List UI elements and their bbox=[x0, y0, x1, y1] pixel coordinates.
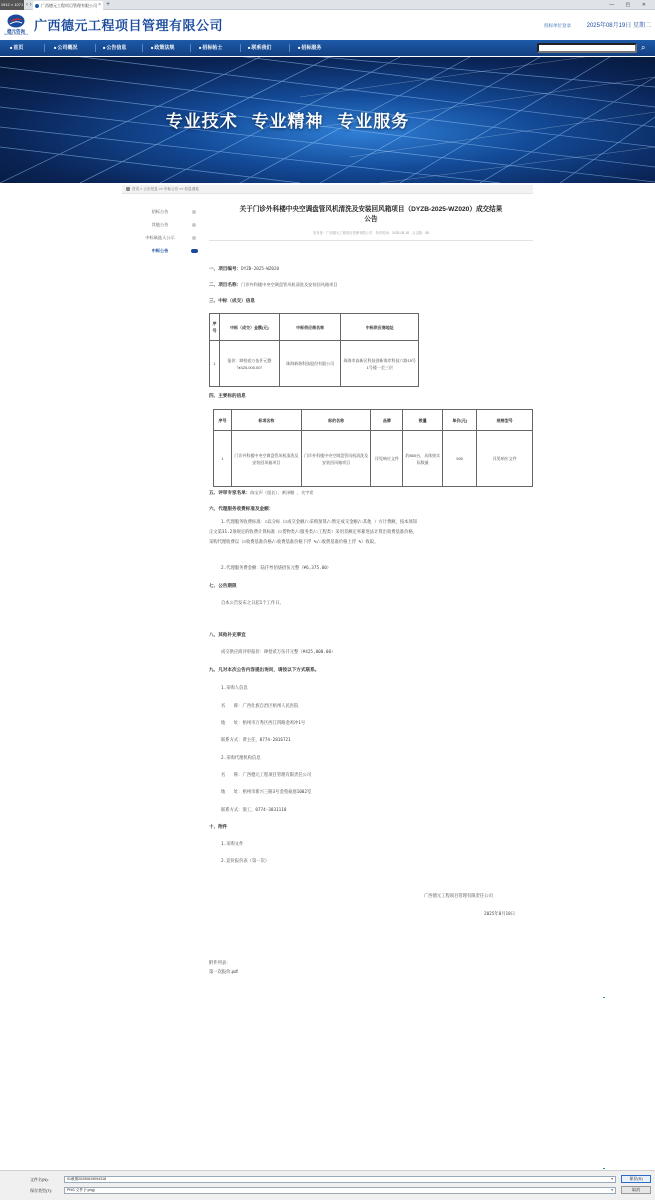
logo-text-cn: 德元咨询 bbox=[7, 29, 25, 34]
nav-divider bbox=[240, 44, 241, 52]
nav-item-notices[interactable]: ■公告信息 bbox=[103, 45, 127, 51]
forward-icon[interactable]: › bbox=[29, 2, 32, 8]
sidebar-item-candidates[interactable]: 中标候选人公示 bbox=[128, 231, 204, 244]
browser-tab[interactable] bbox=[33, 1, 103, 10]
resolution-badge: 1912 × 1071 bbox=[0, 0, 24, 10]
section-other-matters: 八、其他补充事宜 bbox=[209, 632, 246, 637]
purchaser-address: 地 址：梧州市万秀区西江四路金鸡冲1号 bbox=[221, 721, 306, 726]
search-input[interactable] bbox=[537, 43, 637, 53]
section-experts: 五、评审专家名单：陈宝声（组长）、黄泽继 、关宇希 bbox=[209, 490, 314, 495]
hero-banner bbox=[0, 57, 655, 183]
attachment-list-label: 附件列表： bbox=[209, 960, 231, 965]
dropdown-arrow-icon[interactable]: ▾ bbox=[611, 1177, 613, 1181]
scroll-marker-icon bbox=[603, 1168, 605, 1169]
logo-mark-icon bbox=[7, 14, 25, 28]
article bbox=[209, 205, 533, 241]
browser-titlebar bbox=[0, 0, 655, 10]
nav-divider bbox=[142, 44, 143, 52]
dropdown-arrow-icon[interactable]: ▾ bbox=[611, 1188, 613, 1192]
window-controls[interactable]: — ◰ ✕ bbox=[609, 2, 651, 8]
sidebar-item-other-notice[interactable]: 其他公告 bbox=[128, 218, 204, 231]
agency-name: 名 称：广西德元工程项目管理有限责任公司 bbox=[221, 773, 312, 778]
header-right bbox=[544, 20, 651, 29]
nav-item-policy[interactable]: ■政策法规 bbox=[151, 45, 175, 51]
fee-amount: 2.代理服务费金额：陆仟叁佰柒拾伍元整（¥6,375.00） bbox=[221, 566, 332, 571]
nav-item-home[interactable]: ■首页 bbox=[10, 45, 24, 51]
fee-standard-paragraph: 1.代理服务收费标准：☑以分标（☑成交金额/☐采购预算/☐暂定成交金额/☐其他 ）方计费额，按本须知 正文第31.2条规定的收费计算标准（☑货物类/☐服务类/☐工程类）采用差额定率累进法计算出收费基准价格， 采购代理收费以（☑收费基准价格/☐收费基准价格下浮 %/☐收费基准价格上浮 %）收取。 bbox=[209, 520, 418, 545]
contact-icon: ■ bbox=[248, 45, 251, 50]
purchaser-name: 名 称：广西壮族自治区梧州人民医院 bbox=[221, 704, 299, 709]
nav-divider bbox=[44, 44, 45, 52]
home-icon: ■ bbox=[10, 45, 13, 50]
site-header bbox=[0, 11, 655, 39]
scroll-marker-icon bbox=[603, 997, 605, 998]
tips-icon: ■ bbox=[199, 45, 202, 50]
section-project-name: 二、项目名称：门诊外科楼中央空调盘管风机清洗及安装回风箱项目 bbox=[209, 282, 338, 287]
bullet-icon bbox=[192, 210, 196, 214]
sidebar-item-bid-notice[interactable]: 招标公告 bbox=[128, 205, 204, 218]
attachment-file-link[interactable]: 第一次报价.pdf bbox=[209, 969, 238, 974]
services-icon: ■ bbox=[298, 45, 301, 50]
table-row: 1 门诊外科楼中央空调盘管风机清洗及安装回风箱项目 门诊外科楼中央空调盘管风机清洗及安装回风箱项目 详见响应文件 约850台，具体按实际数量 500 详见响应文件 bbox=[214, 431, 533, 487]
agency-info-title: 2.采购代理机构信息 bbox=[221, 756, 261, 761]
section-notice-period: 七、公告期限 bbox=[209, 583, 237, 588]
search-icon[interactable]: ⌕ bbox=[641, 43, 646, 52]
agency-address: 地 址：梧州市新兴三路3号金苑豪庭1002室 bbox=[221, 790, 312, 795]
nav-divider bbox=[190, 44, 191, 52]
section-project-number: 一、项目编号：DYZB-2025-WZ020 bbox=[209, 266, 279, 271]
bullet-icon bbox=[192, 223, 196, 227]
new-tab-button[interactable]: + bbox=[106, 1, 111, 8]
filetype-select[interactable]: PNG 文件 (*.png) ▾ bbox=[64, 1187, 616, 1194]
article-title: 关于门诊外科楼中央空调盘管风机清洗及安装回风箱项目（DYZB-2025-WZ020）成交结果 公告 bbox=[239, 206, 503, 223]
policy-icon: ■ bbox=[151, 45, 154, 50]
article-meta: 发布者：广西德元工程项目管理有限公司 发布时间：2025-08-18 点击数：88 bbox=[209, 230, 533, 241]
breadcrumb: 首页 > 公告信息 >> 中标公告 >> 信息浏览 bbox=[122, 185, 533, 194]
section-items: 四、主要标的信息 bbox=[209, 393, 246, 398]
award-table: 序号 中标（成交）金额(元) 中标供应商名称 中标供应商地址 1 报价：肆拾贰万伍仟元整（¥425,000.00） 珠海新谐科技股份有限公司 珠海市高新区科技创新海岸科技六路15号1号楼一至三层 bbox=[209, 313, 419, 387]
table-row: 1 报价：肆拾贰万伍仟元整（¥425,000.00） 珠海新谐科技股份有限公司 珠海市高新区科技创新海岸科技六路15号1号楼一至三层 bbox=[210, 341, 419, 387]
company-icon: ■ bbox=[54, 45, 57, 50]
signature-date: 2025年8月18日 bbox=[484, 912, 515, 917]
attachment-item: 1.采购文件 bbox=[221, 842, 244, 847]
nav-item-company[interactable]: ■公司概况 bbox=[54, 45, 78, 51]
items-table: 序号 标项名称 标的名称 品牌 数量 单价(元) 规格型号 1 门诊外科楼中央空调盘管风机清洗及安装回风箱项目 门诊外科楼中央空调盘管风机清洗及安装回风箱项目 详见响应文件 约850台，具体按实际数量 500 详见响应文件 bbox=[213, 409, 533, 487]
other-matters-value: 成交供应商评审报价：肆拾贰万伍仟元整（¥425,000.00） bbox=[221, 650, 336, 655]
banner-slogan: 专业技术 专业精神 专业服务 bbox=[165, 112, 410, 131]
nav-item-services[interactable]: ■招标服务 bbox=[298, 45, 322, 51]
sidebar-item-award-notice[interactable]: 中标公告 bbox=[128, 244, 204, 257]
section-attachments: 十、附件 bbox=[209, 824, 228, 829]
section-award-info: 三、中标（成交）信息 bbox=[209, 298, 255, 303]
attachment-item: 2.竞价报价表（第一次） bbox=[221, 859, 270, 864]
main-nav bbox=[0, 40, 655, 56]
logo-text-en: DEYUAN CONSULTING bbox=[4, 34, 28, 36]
nav-divider bbox=[289, 44, 290, 52]
bullet-icon bbox=[192, 236, 196, 240]
agency-contact: 联系方式：梁工，0774-3831118 bbox=[221, 808, 287, 813]
content-area bbox=[122, 185, 533, 985]
filename-field[interactable]: 01截图20250819094318 ▾ bbox=[64, 1176, 616, 1183]
browser-nav-buttons[interactable] bbox=[26, 0, 32, 10]
notice-icon: ■ bbox=[103, 45, 106, 50]
notice-period-value: 自本公告发布之日起1个工作日。 bbox=[221, 601, 284, 606]
cancel-button[interactable]: 取消 bbox=[621, 1186, 651, 1194]
header-date: 2025年08月19日 星期二 bbox=[586, 23, 651, 29]
tab-close-icon[interactable]: × bbox=[98, 2, 101, 8]
section-agency-fee: 六、代理服务收费标准及金额： bbox=[209, 506, 274, 511]
section-contact: 九、凡对本次公告内容提出询问，请按以下方式联系。 bbox=[209, 667, 320, 672]
signature-org: 广西德元工程项目管理有限责任公司 bbox=[424, 894, 493, 899]
home-icon[interactable] bbox=[126, 187, 130, 191]
back-icon[interactable]: ‹ bbox=[26, 2, 28, 8]
save-button[interactable]: 保存(S) bbox=[621, 1175, 651, 1183]
company-name: 广西德元工程项目管理有限公司 bbox=[34, 18, 224, 33]
filename-label: 文件名(N): bbox=[30, 1177, 49, 1182]
tab-favicon-icon bbox=[35, 4, 39, 8]
company-logo[interactable] bbox=[4, 14, 28, 38]
bidder-login-link[interactable]: 投标单位登录 bbox=[543, 23, 571, 28]
tab-title: 广西德元工程项目管理有限公司 bbox=[41, 3, 97, 8]
save-dialog bbox=[0, 1170, 655, 1200]
nav-divider bbox=[95, 44, 96, 52]
nav-item-tips[interactable]: ■招标帖士 bbox=[199, 45, 223, 51]
nav-item-contact[interactable]: ■联系我们 bbox=[248, 45, 272, 51]
purchaser-contact: 联系方式：黄主任，0774-2816721 bbox=[221, 738, 291, 743]
purchaser-info-title: 1.采购人信息 bbox=[221, 686, 248, 691]
filetype-label: 保存类型(T): bbox=[30, 1188, 53, 1193]
active-indicator-icon bbox=[191, 249, 198, 253]
sidebar bbox=[128, 205, 204, 257]
